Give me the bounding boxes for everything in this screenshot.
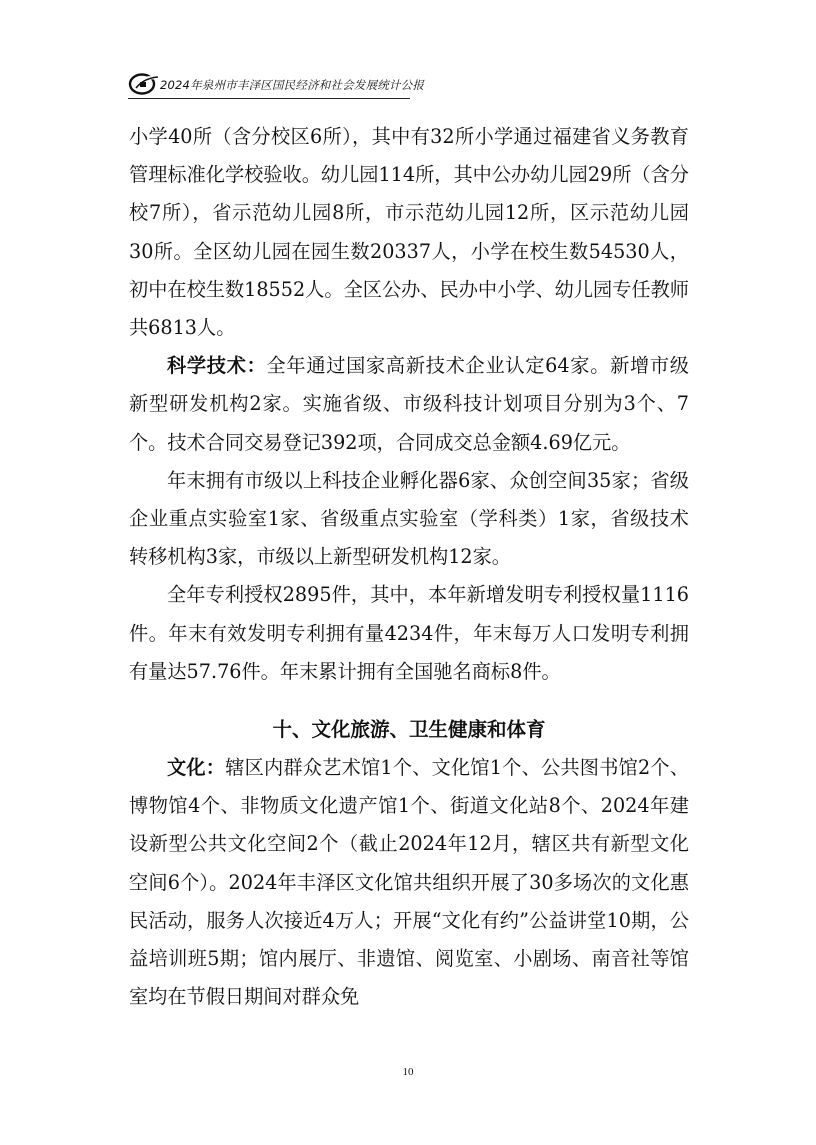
page-number: 10 [402,1066,414,1078]
bulletin-logo-icon [128,72,162,96]
paragraph-text: 全年专利授权2895件，其中，本年新增发明专利授权量1116件。年末有效发明专利拥有量4234件，年末每万人口发明专利拥有量达57.76件。年末累计拥有全国驰名商标8件。 [129,583,689,683]
paragraph-text: 全年通过国家高新技术企业认定64家。新增市级新型研发机构2家。实施省级、市级科技计划项目分别为3个、7个。技术合同交易登记392项，合同成交总金额4.69亿元。 [129,354,689,454]
paragraph-text: 年末拥有市级以上科技企业孵化器6家、众创空间35家；省级企业重点实验室1家、省级重点实验室（学科类）1家，省级技术转移机构3家，市级以上新型研发机构12家。 [129,468,689,569]
paragraph-lead: 科学技术： [167,354,267,378]
paragraph-patents [129,576,689,691]
paragraph-text: 小学40所（含分校区6所），其中有32所小学通过福建省义务教育管理标准化学校验收。幼儿园114所，其中公办幼儿园29所（含分校7所），省示范幼儿园8所，市示范幼儿园12所，区示范幼儿园30所。全区幼儿园在园生数20337人，小学在校生数54530人，初中在校生数18552人。全区公办、民办中小学、幼儿园专任教师共6813人。 [129,125,689,340]
paragraph-science-tech [129,347,689,462]
document-body [129,118,689,1016]
paragraph-incubators [129,462,689,577]
header-title: 2024年泉州市丰泽区国民经济和社会发展统计公报 [160,78,425,92]
paragraph-text: 辖区内群众艺术馆1个、文化馆1个、公共图书馆2个、博物馆4个、非物质文化遗产馆1个、街道文化站8个、2024年建设新型公共文化空间2个（截止2024年12月，辖区共有新型文化空间6个）。2024年丰泽区文化馆共组织开展了30多场次的文化惠民活动，服务人次接近4万人；开展“文化有约”公益讲堂10期，公益培训班5期；馆内展厅、非遗馆、阅览室、小剧场、南音社等馆室均在节假日期间对群众免 [129,756,690,1009]
header-rule [128,98,410,99]
paragraph-lead: 文化： [167,756,226,780]
page-header [128,70,425,100]
paragraph-education [129,118,689,347]
paragraph-culture [129,749,689,1016]
section-heading: 十、文化旅游、卫生健康和体育 [272,718,546,742]
